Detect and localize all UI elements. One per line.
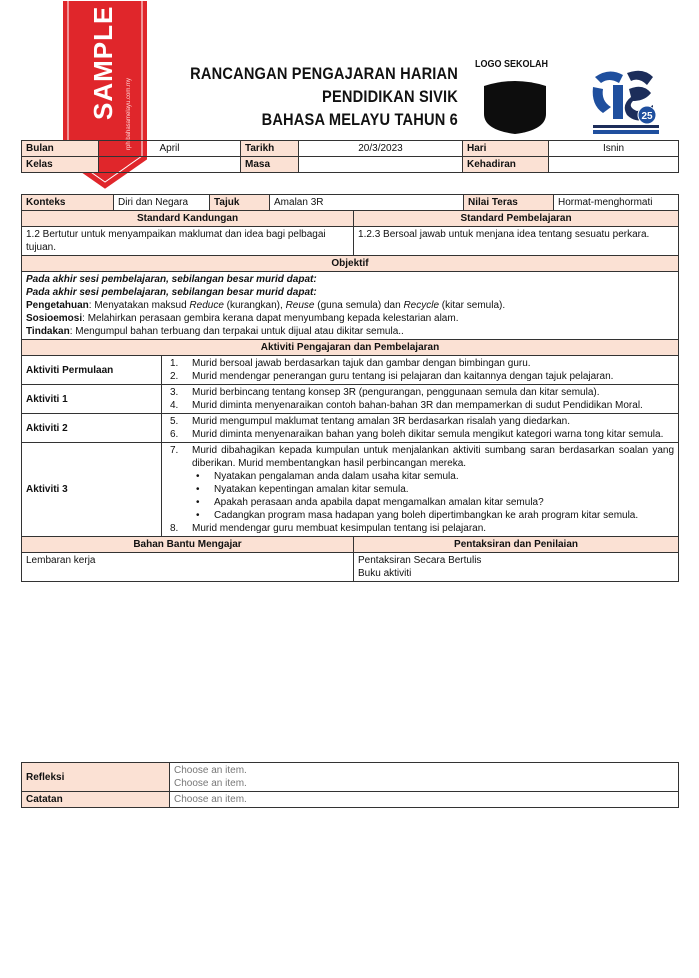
refleksi-table [21,762,679,808]
svg-text:25: 25 [641,111,653,122]
objektif-label: Objektif [22,256,679,272]
bbm-value: Lembaran kerja [22,553,354,582]
pentaksiran-value-2: Buku aktiviti [358,568,412,579]
aktiviti-3-row [22,443,679,537]
list-item: 7. Murid dibahagikan kepada kumpulan untuk menjalankan aktiviti sumbang saran berdasarkan soalan yang diberikan. Murid membentangkan hasil perbincangan mereka. [170,445,675,469]
bbm-label: Bahan Bantu Mengajar [22,537,354,553]
aktiviti-band-label: Aktiviti Pengajaran dan Pembelajaran [22,340,679,356]
pentaksiran-label: Pentaksiran dan Penilaian [354,537,679,553]
standard-kandungan-label: Standard Kandungan [22,211,354,227]
refleksi-row [22,763,679,792]
title-line-2: PENDIDIKAN SIVIK [322,87,458,106]
list-item: 4. Murid diminta menyenaraikan contoh bahan-bahan 3R dan mempamerkan di sudut Pendidikan Moral. [170,400,643,411]
refleksi-dropdown-1[interactable]: Choose an item. [174,765,247,776]
aktiviti-2-row [22,414,679,443]
aktiviti-3-label: Aktiviti 3 [22,443,162,537]
list-item: • Nyatakan pengalaman anda dalam usaha kitar semula. [196,471,459,482]
info-table [21,140,679,173]
list-item: • Nyatakan kepentingan amalan kitar semula. [196,484,409,495]
standard-value-row [22,227,679,256]
aktiviti-permulaan-row [22,356,679,385]
bahan-value-row [22,553,679,582]
nilai-teras-label: Nilai Teras [464,195,554,211]
list-item: 5. Murid mengumpul maklumat tentang amalan 3R berdasarkan risalah yang diedarkan. [170,416,570,427]
aktiviti-permulaan-list [166,357,674,383]
aktiviti-3-list [166,444,674,470]
tajuk-label: Tajuk [210,195,270,211]
objektif-tindakan: Tindakan: Mengumpul bahan terbuang dan terpakai untuk dijual atau dikitar semula.. [26,326,404,337]
aktiviti-2-label: Aktiviti 2 [22,414,162,443]
info-row-1 [22,141,679,157]
objektif-intro-1: Pada akhir sesi pembelajaran, sebilangan besar murid dapat: [26,274,317,285]
kehadiran-label: Kehadiran [463,157,549,173]
ministry-logo-icon [587,65,665,137]
objektif-sosioemosi: Sosioemosi: Melahirkan perasaan gembira kerana dapat menyumbang kepada kelestarian alam. [26,313,459,324]
catatan-dropdown[interactable]: Choose an item. [170,792,679,808]
aktiviti-permulaan-label: Aktiviti Permulaan [22,356,162,385]
objektif-row [22,272,679,340]
list-item: 8. Murid mendengar guru membuat kesimpulan tentang isi pelajaran. [170,523,487,534]
hari-label: Hari [463,141,549,157]
document-title [185,62,458,131]
objektif-pengetahuan: Pengetahuan: Menyatakan maksud Reduce (kurangkan), Reuse (guna semula) dan Recycle (kitar semula). [26,300,506,311]
info-row-2 [22,157,679,173]
refleksi-dropdown-2[interactable]: Choose an item. [174,778,247,789]
hari-value: Isnin [549,141,679,157]
konteks-label: Konteks [22,195,114,211]
masa-label: Masa [241,157,299,173]
objektif-header-row [22,256,679,272]
bahan-header-row [22,537,679,553]
title-line-1: RANCANGAN PENGAJARAN HARIAN [190,64,458,83]
nilai-teras-value: Hormat-menghormati [554,195,679,211]
lesson-table [21,194,679,582]
standard-pembelajaran-value: 1.2.3 Bersoal jawab untuk menjana idea tentang sesuatu perkara. [354,227,679,256]
standard-pembelajaran-label: Standard Pembelajaran [354,211,679,227]
aktiviti-2-list [166,415,674,441]
list-item: 3. Murid berbincang tentang konsep 3R (pengurangan, penggunaan semula dan kitar semula). [170,387,600,398]
masa-value [299,157,463,173]
kelas-value [99,157,241,173]
kelas-label: Kelas [22,157,99,173]
aktiviti-1-row [22,385,679,414]
aktiviti-3-bullets [192,470,674,522]
catatan-row [22,792,679,808]
list-item: • Cadangkan program masa hadapan yang boleh dipertimbangkan ke arah program kitar semula. [196,510,639,521]
context-row [22,195,679,211]
bulan-label: Bulan [22,141,99,157]
tajuk-value: Amalan 3R [270,195,464,211]
objektif-intro-2: Pada akhir sesi pembelajaran, sebilangan besar murid dapat: [26,287,317,298]
title-line-3: BAHASA MELAYU TAHUN 6 [261,110,458,129]
watermark-text: SAMPLE [88,5,118,120]
standard-header-row [22,211,679,227]
aktiviti-header-row [22,340,679,356]
school-logo-label: LOGO SEKOLAH [475,59,549,70]
konteks-value: Diri dan Negara [114,195,210,211]
objektif-content [22,272,679,340]
aktiviti-1-label: Aktiviti 1 [22,385,162,414]
refleksi-label: Refleksi [22,763,170,792]
school-logo-placeholder-icon [480,78,550,136]
kehadiran-value [549,157,679,173]
list-item: 1. Murid bersoal jawab berdasarkan tajuk dan gambar dengan bimbingan guru. [170,358,531,369]
list-item: 6. Murid diminta menyenaraikan bahan yang boleh dikitar semula mengikut kategori warna tong kitar semula. [170,429,664,440]
catatan-label: Catatan [22,792,170,808]
tarikh-label: Tarikh [241,141,299,157]
list-item: 2. Murid mendengar penerangan guru tentang isi pelajaran dan kaitannya dengan tajuk pelajaran. [170,371,614,382]
pentaksiran-value-1: Pentaksiran Secara Bertulis [358,555,482,566]
bulan-value: April [99,141,241,157]
tarikh-value: 20/3/2023 [299,141,463,157]
standard-kandungan-value: 1.2 Bertutur untuk menyampaikan maklumat dan idea bagi pelbagai tujuan. [22,227,354,256]
list-item: • Apakah perasaan anda apabila dapat mengamalkan amalan kitar semula? [196,497,544,508]
watermark-small-text: rph.bahasamelayu.com.my [126,77,132,150]
aktiviti-1-list [166,386,674,412]
